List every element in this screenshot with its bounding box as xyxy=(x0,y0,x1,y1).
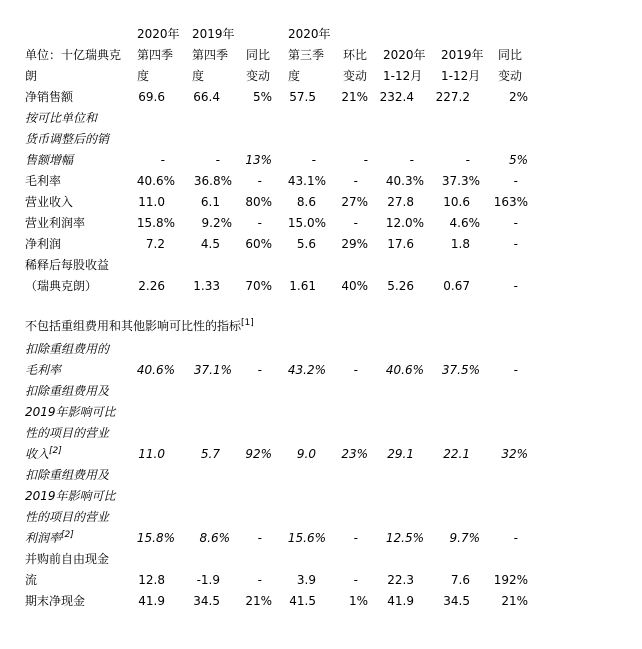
table-cell: 15.6% xyxy=(287,531,326,545)
header-col2-line1: 2019年 xyxy=(192,27,235,41)
row-label-line2: 毛利率 xyxy=(25,363,62,377)
table-cell: 1.8 xyxy=(450,237,470,251)
table-cell: - xyxy=(363,153,368,167)
table-cell: 40.6% xyxy=(136,363,175,377)
table-cell: - xyxy=(257,363,262,377)
table-cell: - xyxy=(513,237,518,251)
table-cell: 40.6% xyxy=(385,363,424,377)
table-cell: 2% xyxy=(508,90,528,104)
row-label-line4 xyxy=(25,530,74,546)
header-col5-line1: 环比 xyxy=(343,48,368,62)
table-cell: - xyxy=(353,216,358,230)
table-cell: 5.7 xyxy=(200,447,220,461)
header-col4-line3: 度 xyxy=(288,69,301,83)
header-col6-line2: 1-12月 xyxy=(383,69,423,83)
table-cell: - xyxy=(257,216,262,230)
table-cell: 29.1 xyxy=(387,447,414,461)
row-label: 期末净现金 xyxy=(25,594,86,608)
row-label-line1: 稀释后每股收益 xyxy=(25,258,110,272)
table-cell: - xyxy=(257,174,262,188)
table-cell: 40.3% xyxy=(385,174,424,188)
table-cell: 1.33 xyxy=(193,279,220,293)
table-cell: 11.0 xyxy=(138,447,165,461)
header-col5-line2: 变动 xyxy=(343,69,368,83)
table-cell: 41.5 xyxy=(289,594,316,608)
table-cell: 37.1% xyxy=(193,363,232,377)
table-cell: 69.6 xyxy=(138,90,165,104)
table-cell: 37.3% xyxy=(441,174,480,188)
table-cell: - xyxy=(513,216,518,230)
table-cell: - xyxy=(513,279,518,293)
table-cell: 66.4 xyxy=(193,90,220,104)
table-cell: 15.0% xyxy=(287,216,326,230)
table-cell: 11.0 xyxy=(138,195,165,209)
table-cell: 34.5 xyxy=(443,594,470,608)
table-cell: 60% xyxy=(245,237,272,251)
row-label: 净销售额 xyxy=(25,90,74,104)
table-cell: 227.2 xyxy=(435,90,470,104)
table-cell: - xyxy=(513,363,518,377)
section-title xyxy=(25,318,254,334)
row-label: 营业收入 xyxy=(25,195,74,209)
row-label-note: [2] xyxy=(49,446,62,456)
table-cell: 232.4 xyxy=(379,90,414,104)
table-cell: 1.61 xyxy=(289,279,316,293)
table-cell: 1% xyxy=(348,594,368,608)
table-cell: 9.7% xyxy=(449,531,480,545)
table-cell: 36.8% xyxy=(193,174,232,188)
table-cell: 5% xyxy=(508,153,528,167)
table-cell: 4.6% xyxy=(449,216,480,230)
row-label-line2: （瑞典克朗） xyxy=(25,279,98,293)
header-col2-line2: 第四季 xyxy=(192,48,229,62)
table-cell: 2.26 xyxy=(138,279,165,293)
table-cell: 43.2% xyxy=(287,363,326,377)
section-title-note: [1] xyxy=(241,318,254,328)
table-cell: 5.26 xyxy=(387,279,414,293)
header-col4-line2: 第三季 xyxy=(288,48,325,62)
row-label: 毛利率 xyxy=(25,174,62,188)
table-cell: 5.6 xyxy=(296,237,316,251)
row-label-line2: 2019年影响可比 xyxy=(25,405,116,419)
row-label-line3: 性的项目的营业 xyxy=(25,426,110,440)
table-cell: 41.9 xyxy=(387,594,414,608)
row-label: 净利润 xyxy=(25,237,62,251)
table-cell: - xyxy=(215,153,220,167)
table-cell: - xyxy=(353,531,358,545)
header-col1-line1: 2020年 xyxy=(137,27,180,41)
header-col2-line3: 度 xyxy=(192,69,205,83)
table-cell: 10.6 xyxy=(443,195,470,209)
table-cell: 32% xyxy=(501,447,528,461)
table-cell: 8.6 xyxy=(296,195,316,209)
table-cell: - xyxy=(465,153,470,167)
table-cell: 12.0% xyxy=(385,216,424,230)
unit-label-line2: 朗 xyxy=(25,69,38,83)
table-cell: 13% xyxy=(245,153,272,167)
table-cell: 27% xyxy=(341,195,368,209)
table-cell: 43.1% xyxy=(287,174,326,188)
table-cell: -1.9 xyxy=(196,573,220,587)
header-col8-line2: 变动 xyxy=(498,69,523,83)
table-cell: - xyxy=(257,573,262,587)
row-label-line3: 性的项目的营业 xyxy=(25,510,110,524)
table-cell: 7.2 xyxy=(145,237,165,251)
row-label-text: 利润率 xyxy=(25,531,62,545)
table-cell: - xyxy=(353,363,358,377)
table-cell: - xyxy=(311,153,316,167)
header-col1-line3: 度 xyxy=(137,69,150,83)
row-label-line1: 扣除重组费用及 xyxy=(25,468,110,482)
table-cell: 15.8% xyxy=(136,216,175,230)
table-cell: 40.6% xyxy=(136,174,175,188)
table-cell: - xyxy=(353,573,358,587)
table-cell: 5% xyxy=(252,90,272,104)
table-cell: 0.67 xyxy=(443,279,470,293)
table-cell: - xyxy=(513,531,518,545)
table-cell: 17.6 xyxy=(387,237,414,251)
table-cell: - xyxy=(257,531,262,545)
row-label-line1: 并购前自由现金 xyxy=(25,552,110,566)
table-cell: 22.3 xyxy=(387,573,414,587)
table-cell: 163% xyxy=(493,195,528,209)
table-cell: 12.8 xyxy=(138,573,165,587)
row-label-line4 xyxy=(25,446,62,462)
table-cell: 3.9 xyxy=(296,573,316,587)
table-cell: 34.5 xyxy=(193,594,220,608)
table-cell: 9.2% xyxy=(201,216,232,230)
section-title-text: 不包括重组费用和其他影响可比性的指标 xyxy=(25,319,242,333)
header-col1-line2: 第四季 xyxy=(137,48,174,62)
table-cell: 4.5 xyxy=(200,237,220,251)
row-label-line1: 扣除重组费用的 xyxy=(25,342,110,356)
table-cell: 7.6 xyxy=(450,573,470,587)
row-label-line2: 2019年影响可比 xyxy=(25,489,116,503)
table-cell: 37.5% xyxy=(441,363,480,377)
table-cell: 70% xyxy=(245,279,272,293)
table-cell: 92% xyxy=(245,447,272,461)
unit-label-line1: 单位：十亿瑞典克 xyxy=(25,48,122,62)
header-col8-line1: 同比 xyxy=(498,48,523,62)
table-cell: 27.8 xyxy=(387,195,414,209)
row-label-line3: 售额增幅 xyxy=(25,153,74,167)
table-cell: 80% xyxy=(245,195,272,209)
table-cell: 192% xyxy=(493,573,528,587)
table-cell: 23% xyxy=(341,447,368,461)
table-cell: 21% xyxy=(341,90,368,104)
row-label: 营业利润率 xyxy=(25,216,86,230)
table-cell: 6.1 xyxy=(200,195,220,209)
table-cell: - xyxy=(409,153,414,167)
table-cell: 40% xyxy=(341,279,368,293)
header-col3-line2: 变动 xyxy=(246,69,271,83)
header-col4-line1: 2020年 xyxy=(288,27,331,41)
row-label-text: 收入 xyxy=(25,447,50,461)
row-label-line2: 流 xyxy=(25,573,38,587)
table-cell: - xyxy=(160,153,165,167)
table-cell: 12.5% xyxy=(385,531,424,545)
row-label-line2: 货币调整后的销 xyxy=(25,132,110,146)
table-cell: 21% xyxy=(501,594,528,608)
table-cell: - xyxy=(353,174,358,188)
header-col7-line1: 2019年 xyxy=(441,48,484,62)
table-cell: 21% xyxy=(245,594,272,608)
table-cell: 41.9 xyxy=(138,594,165,608)
row-label-line1: 按可比单位和 xyxy=(25,111,98,125)
header-col7-line2: 1-12月 xyxy=(441,69,481,83)
table-cell: 9.0 xyxy=(296,447,316,461)
table-cell: 15.8% xyxy=(136,531,175,545)
row-label-note: [2] xyxy=(61,530,74,540)
row-label-line1: 扣除重组费用及 xyxy=(25,384,110,398)
table-cell: - xyxy=(513,174,518,188)
header-col3-line1: 同比 xyxy=(246,48,271,62)
table-cell: 22.1 xyxy=(443,447,470,461)
table-cell: 57.5 xyxy=(289,90,316,104)
table-cell: 8.6% xyxy=(199,531,230,545)
header-col6-line1: 2020年 xyxy=(383,48,426,62)
table-cell: 29% xyxy=(341,237,368,251)
